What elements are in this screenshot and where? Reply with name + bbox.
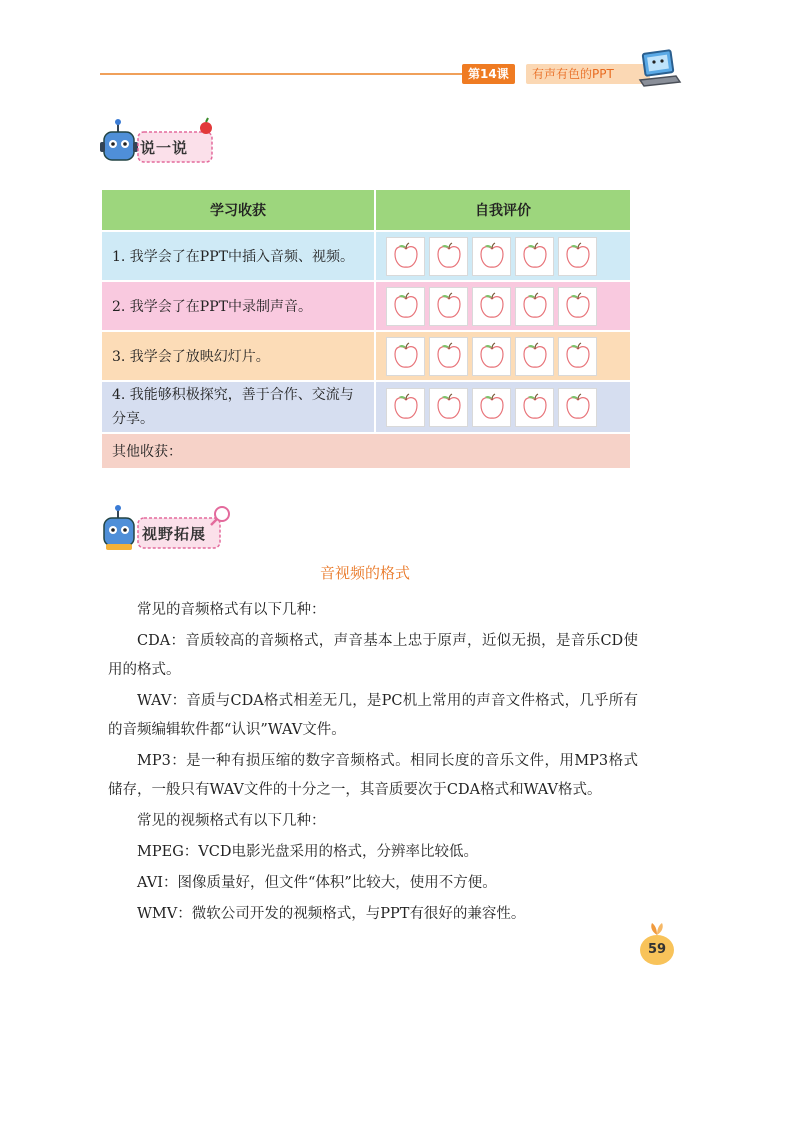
apple-rating-icon[interactable] bbox=[386, 337, 425, 376]
lesson-number-badge: 第14课 bbox=[462, 64, 515, 84]
section-label-reflection: 说一说 bbox=[140, 139, 189, 157]
table-row-other bbox=[101, 433, 631, 469]
apple-rating-icon[interactable] bbox=[386, 388, 425, 427]
article-paragraph: WAV：音质与CDA格式相差无几，是PC机上常用的声音文件格式，几乎所有的音频编辑软件都“认识”WAV文件。 bbox=[108, 693, 638, 738]
table-header-gains: 学习收获 bbox=[101, 189, 375, 231]
apple-rating-icon[interactable] bbox=[515, 237, 554, 276]
gain-text: 3. 我学会了放映幻灯片。 bbox=[101, 331, 375, 381]
article-paragraph: MP3：是一种有损压缩的数字音频格式。相同长度的音乐文件，用MP3格式储存，一般只有WAV文件的十分之一，其音质要次于CDA格式和WAV格式。 bbox=[108, 753, 638, 798]
article-paragraph: MPEG：VCD电影光盘采用的格式，分辨率比较低。 bbox=[137, 844, 478, 860]
table-row bbox=[101, 381, 631, 433]
apple-rating-icon[interactable] bbox=[429, 287, 468, 326]
table-row bbox=[101, 231, 631, 281]
article-paragraph: 常见的视频格式有以下几种： bbox=[137, 813, 326, 829]
lesson-title: 有声有色的PPT bbox=[526, 64, 650, 84]
apple-rating-icon[interactable] bbox=[472, 287, 511, 326]
table-row bbox=[101, 281, 631, 331]
page-number: 59 bbox=[640, 935, 674, 965]
article-body bbox=[108, 596, 638, 931]
apple-rating-icon[interactable] bbox=[472, 388, 511, 427]
apple-rating[interactable] bbox=[375, 381, 631, 433]
article-paragraph: WMV：微软公司开发的视频格式，与PPT有很好的兼容性。 bbox=[137, 906, 526, 922]
table-row bbox=[101, 331, 631, 381]
apple-rating-icon[interactable] bbox=[472, 237, 511, 276]
table-header-evaluation: 自我评价 bbox=[375, 189, 631, 231]
apple-rating-icon[interactable] bbox=[558, 237, 597, 276]
apple-rating-icon[interactable] bbox=[386, 237, 425, 276]
self-evaluation-table bbox=[100, 188, 632, 470]
gain-text: 4. 我能够积极探究，善于合作、交流与分享。 bbox=[101, 381, 375, 433]
apple-rating-icon[interactable] bbox=[429, 388, 468, 427]
apple-rating-icon[interactable] bbox=[558, 287, 597, 326]
apple-rating-icon[interactable] bbox=[472, 337, 511, 376]
apple-rating-icon[interactable] bbox=[515, 388, 554, 427]
apple-rating-icon[interactable] bbox=[515, 287, 554, 326]
article-title: 音视频的格式 bbox=[319, 564, 410, 582]
gain-text: 1. 我学会了在PPT中插入音频、视频。 bbox=[101, 231, 375, 281]
apple-rating-icon[interactable] bbox=[515, 337, 554, 376]
apple-rating-icon[interactable] bbox=[429, 237, 468, 276]
section-label-extension: 视野拓展 bbox=[142, 525, 207, 543]
article-paragraph: CDA：音质较高的音频格式，声音基本上忠于原声，近似无损，是音乐CD使用的格式。 bbox=[108, 633, 638, 678]
article-paragraph: 常见的音频格式有以下几种： bbox=[137, 602, 326, 618]
apple-rating[interactable] bbox=[375, 281, 631, 331]
article-paragraph: AVI：图像质量好，但文件“体积”比较大，使用不方便。 bbox=[137, 875, 497, 891]
other-gains-label[interactable]: 其他收获： bbox=[101, 433, 631, 469]
apple-rating-icon[interactable] bbox=[429, 337, 468, 376]
laptop-mascot-icon bbox=[638, 46, 682, 90]
gain-text: 2. 我学会了在PPT中录制声音。 bbox=[101, 281, 375, 331]
apple-rating-icon[interactable] bbox=[558, 337, 597, 376]
apple-rating-icon[interactable] bbox=[558, 388, 597, 427]
leaf-icon bbox=[648, 922, 666, 936]
header-rule bbox=[100, 73, 470, 75]
apple-rating-icon[interactable] bbox=[386, 287, 425, 326]
apple-rating[interactable] bbox=[375, 331, 631, 381]
apple-rating[interactable] bbox=[375, 231, 631, 281]
